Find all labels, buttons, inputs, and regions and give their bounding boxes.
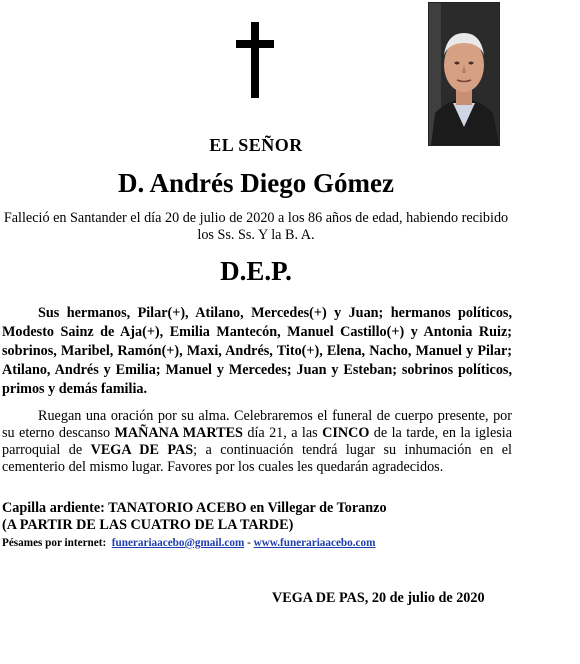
funeral-day: MAÑANA MARTES bbox=[114, 425, 243, 441]
deceased-name: D. Andrés Diego Gómez bbox=[118, 168, 394, 198]
chapel-line: Capilla ardiente: TANATORIO ACEBO en Villegar de Toranzo bbox=[2, 500, 387, 516]
funeral-place: VEGA DE PAS bbox=[90, 442, 194, 458]
website-link[interactable]: www.funerariaacebo.com bbox=[253, 537, 376, 549]
family-paragraph: Sus hermanos, Pilar(+), Atilano, Mercedes(+) y Juan; hermanos políticos, Modesto Sainz de Aja(+), Emilia Mantecón, Manuel Castillo(+) y Antonia Ruiz; sobrinos, Maribel, Ramón(+), Maxi, Andrés, Tito(+), Elena, Nacho, Manuel y Pilar; Atilano, Andrés y Emilia; Manuel y Mercedes; Juan y Esteban; sobrinos políticos, primos y demás familia. bbox=[2, 305, 512, 397]
honorific: EL SEÑOR bbox=[209, 135, 303, 155]
place-date: VEGA DE PAS, 20 de julio de 2020 bbox=[272, 590, 485, 606]
death-notice: Falleció en Santander el día 20 de julio de 2020 a los 86 años de edad, habiendo recibido los Ss. Ss. Y la B. A. bbox=[3, 210, 509, 243]
email-link[interactable]: funerariaacebo@gmail.com bbox=[111, 537, 245, 549]
portrait-photo bbox=[428, 2, 500, 146]
funeral-time: CINCO bbox=[322, 425, 370, 441]
condolences-label: Pésames por internet: bbox=[2, 537, 107, 549]
link-separator: - bbox=[244, 537, 254, 549]
funeral-paragraph bbox=[2, 408, 512, 476]
cross-icon bbox=[236, 22, 274, 98]
funeral-text-2: día 21, a las bbox=[242, 425, 323, 441]
funeral-text-1: Ruegan una oración por su alma. Celebraremos el funeral de cuerpo presente, por su eterno descanso bbox=[2, 408, 512, 441]
funeral-text-4: ; a continuación tendrá lugar su inhumación en el cementerio del mismo lugar. Favores por los cuales les quedarán agradecidos. bbox=[2, 442, 512, 475]
dep-heading: D.E.P. bbox=[220, 256, 292, 286]
chapel-hours: (A PARTIR DE LAS CUATRO DE LA TARDE) bbox=[2, 517, 294, 533]
condolences-line bbox=[2, 537, 375, 549]
funeral-text-3: de la tarde, en la iglesia parroquial de bbox=[2, 425, 513, 458]
